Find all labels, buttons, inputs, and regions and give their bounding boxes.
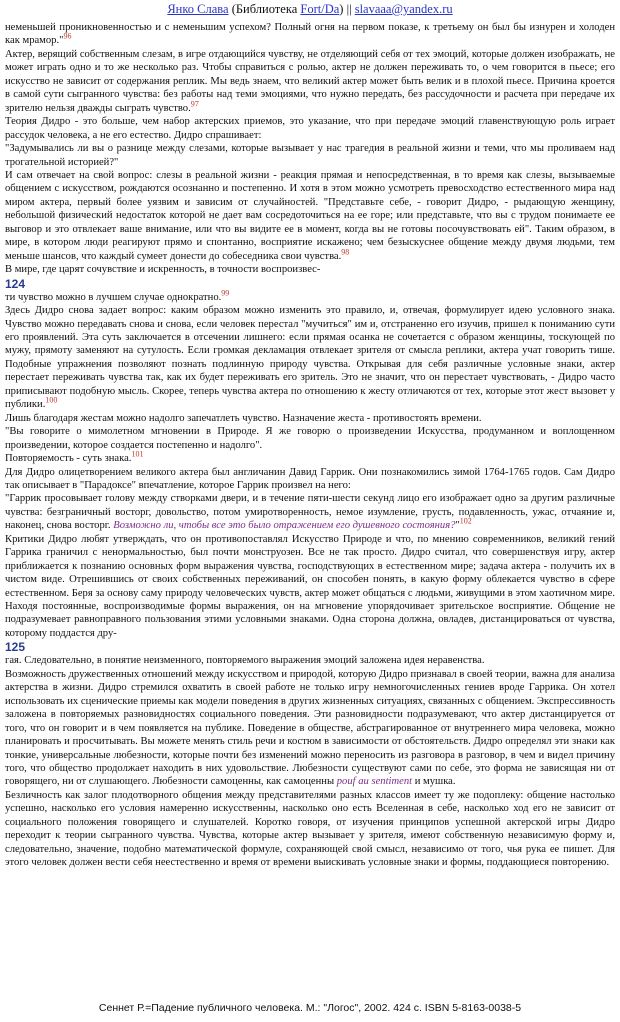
paragraph-text: ти чувство можно в лучшем случае однократно. [5,291,222,303]
paragraph-text: Повторяемость - суть знака. [5,453,132,465]
author-link[interactable]: Янко Слава [167,2,229,16]
paragraph: Теория Дидро - это больше, чем набор актерских приемов, это указание, что при передаче эмоций главенствующую роль играет рассудок человека, а не его естество. Дидро спрашивает: [5,116,615,141]
quote-paragraph [5,492,615,532]
library-label-close: ) || [339,2,355,16]
paragraph [5,21,615,48]
paragraph [5,169,615,263]
paragraph: гая. Следовательно, в понятие неизменного, повторяемого выражения эмоций заложена идея неравенства. [5,655,485,667]
footnote-ref[interactable]: 99 [221,288,230,298]
footnote-ref[interactable]: 100 [45,395,58,405]
fort-da-link[interactable]: Fort/Da [300,2,340,16]
page-number: 124 [5,276,26,291]
library-label-open: (Библиотека [228,2,301,16]
paragraph: Для Дидро олицетворением великого актера был англичанин Давид Гаррик. Они познакомились зимой 1764-1765 годов. Сам Дидро так описывает в "Парадоксе" впечатление, которое Гаррик произвел на него: [5,466,615,491]
quote-paragraph: "Задумывались ли вы о разнице между слезами, которые вызывает у нас трагедия в реальной жизни и теми, что мы проливаем над трогательной историей?" [5,143,615,168]
paragraph [5,668,615,789]
paragraph [5,304,615,412]
emphasis-text: Возможно ли, чтобы все это было отражением его душевного состояния? [113,520,456,532]
paragraph [5,48,615,115]
paragraph-text: И сам отвечает на свой вопрос: слезы в реальной жизни - реакция прямая и непосредственная, в то время как слезы, вызываемые общением с искусством, рождаются осознанно и постепенно. И хотя в этом можно усмотреть превосходство естественного мира над миром актера, первый более уязвим и зависим от случайностей. "Представьте себе, - говорит Дидро, - рыдающую женщину, небольшой физический недостаток которой не дает вам сосредоточиться на ее горе; или представьте, что вы с трудом понимаете ее выговор и это отвлекает ваше внимание, или что вы видите ее в момент, когда вы не готовы посочувствовать ей". Таким образом, в мире, в котором люди реагируют прямо и спонтанно, восприятие искажено; чем безыскуснее общение между двумя людьми, тем меньше шансов, что каждый сумеет донести до собеседника свои чувства. [5,169,615,262]
footnote-ref[interactable]: 96 [63,31,72,41]
quote-paragraph: "Вы говорите о мимолетном мгновении в Природе. Я же говорю о произведении Искусства, продуманном и воплощенном произведении, которое создается постепенно и надолго". [5,426,615,451]
paragraph-text: неменьшей проникновенностью и с неменьшим успехом? Полный огня на первом показе, к третьему он был бы изнурен и холоден как мрамор." [5,22,615,47]
email-link[interactable]: slavaaa@yandex.ru [354,2,453,16]
paragraph-text: Возможность дружественных отношений между искусством и природой, которую Дидро признавал в своей теории, важна для анализа актерства в жизни. Дидро стремился охватить в своей работе не только игру немногочисленных гениев вроде Гаррика. Он хотел использовать их сценические приемы как модели поведения в других жизненных ситуациях, связанных с общением. Экспрессивность заложена в повторяемых разновидностях социального поведения. Эти разновидности подразумевают, что актер дистанцируется от того, что он говорит и в чем появляется на публике. Поведение в обществе, абстрагированное от внутреннего мира человека, можно планировать и просчитывать. Вы можете менять стиль речи и костюм в зависимости от обстоятельств. Дидро определял эти знаки как тонкие, универсальные любезности, которые почти без изменений можно переносить из разговора в разговор, в чем и видел причину того, что общество продолжает находить в них удовольствие. Любезности существуют сами по себе, это форма не зависящая ни от говорящего, ни от слушающего. Любезности самоценны, как самоценны [5,668,615,788]
paragraph [5,288,615,304]
footnote-ref[interactable]: 102 [459,516,472,526]
page-footer: Сеннет Р.=Падение публичного человека. М.: "Логос", 2002. 424 с. ISBN 5-8163-0038-5 [98,1002,522,1014]
page-number: 125 [5,640,26,655]
quote-close: " [455,520,460,532]
paragraph: Безличность как залог плодотворного общения между представителями разных классов имеет ту же подоплеку: общение настолько успешно, насколько его условия намеренно искусственны, насколько оно есть Вселенная в себе, насколько ход его не зависит от социального положения говорящего и слушателей. Коротко говоря, от изучения принципов успешной актерской игры Дидро переходит к теории сыгранного чувства. Чувства, которые актер вызывает у зрителя, имеют собственную независимую форму и, следовательно, значение, подобно математической формуле, сохраняющей свой смысл, независимо от того, чья рука ее пишет. Для этого человек должен вести себя неестественно и время от времени выискивать условные знаки и формы, поддающиеся повторению. [5,789,615,869]
paragraph: В мире, где царят сочувствие и искренность, в точности воспроизвес- [5,264,321,276]
paragraph-text: Здесь Дидро снова задает вопрос: каким образом можно изменить это правило, и, отвечая, формулирует идею условного знака. Чувство можно передавать снова и снова, если человек перестал "мучиться" им и, отстраненно его изучив, пришел к пониманию сути его проявлений. Эта суть заключается в отсечении лишнего: если прямая осанка не сочетается с образом женщины, тоскующей по мужу, прямоту заменяют на сутулость. Если громкая декламация отвлекает зрителя от смысла реплики, актера учат говорить тише. Подобные упражнения позволяют познать подлинную природу чувства. Открывая для себя различные условные знаки, актер перестает переживать чувства так, как их будет переживать его зритель. Это не значит, что он перестает чувствовать, - Дидро часто приписывают подобную мысль. Скорее, теперь чувства актера по отношению к жесту отличаются от тех, которые этот жест вызовет у публики. [5,305,615,411]
paragraph: Лишь благодаря жестам можно надолго запечатлеть чувство. Назначение жеста - противостоять времени. [5,412,482,424]
footnote-ref[interactable]: 97 [190,99,199,109]
paragraph-text: Актер, верящий собственным слезам, в игре отдающийся чувству, не отделяющий себя от тех эмоций, которые должен изображать, не может играть одно и то же несколько раз. Чтобы справиться с ролью, актер не должен переживать то, о чем говорится в пьесе; его искусство не зависит от содержания реплик. Мы ведь знаем, что великий актер может быть велик и в плохой пьесе. Причина кроется в самой сути сыгранного чувства: без работы над теми эмоциями, что нужно передать, без рассудочности и расчета при передаче их зрителю нельзя дважды сыграть чувство. [5,48,615,114]
paragraph [5,449,615,465]
footnote-ref[interactable]: 101 [131,449,144,459]
paragraph-text: "Гаррик просовывает голову между створками двери, и в течение пяти-шести секунд лицо его изображает одно за другим различные чувства: безграничный восторг, довольство, потом умиротворенность, немое изумление, грусть, подавленность, ужас, отчаяние и, наконец, снова восторг. [5,493,615,532]
footnote-ref[interactable]: 98 [341,247,350,257]
paragraph-text: и мушка. [414,776,456,788]
emphasis-text: pouf au sentiment [336,776,413,788]
paragraph: Критики Дидро любят утверждать, что он противопоставлял Искусство Природе и что, по мнению современников, великий гений Гаррика граничил с ненормальностью, был почти монструозен. Все не так просто. Дидро считал, что совершенствуя игру, актер приближается к познанию основных форм выражения чувства, господствующих в естественном мире; задача актера - получить их в чистом виде. Отрешившись от своих собственных переживаний, он способен понять, в какую форму облекается чувство в сфере естественном. Беря за основу саму природу человеческих чувств, актер может общаться с людьми, живущими в этом хаотичном мире. Находя постоянные, воспроизводимые формы выражения, он на мгновение упорядочивает зрительское восприятие. Общение не подразумевает равноправного пользования этими условными знаками. Одна сторона должна, овладев, дистанцироваться от чувства, которому поддастся дру- [5,533,615,639]
document-body [5,21,615,870]
page-header [0,0,620,20]
